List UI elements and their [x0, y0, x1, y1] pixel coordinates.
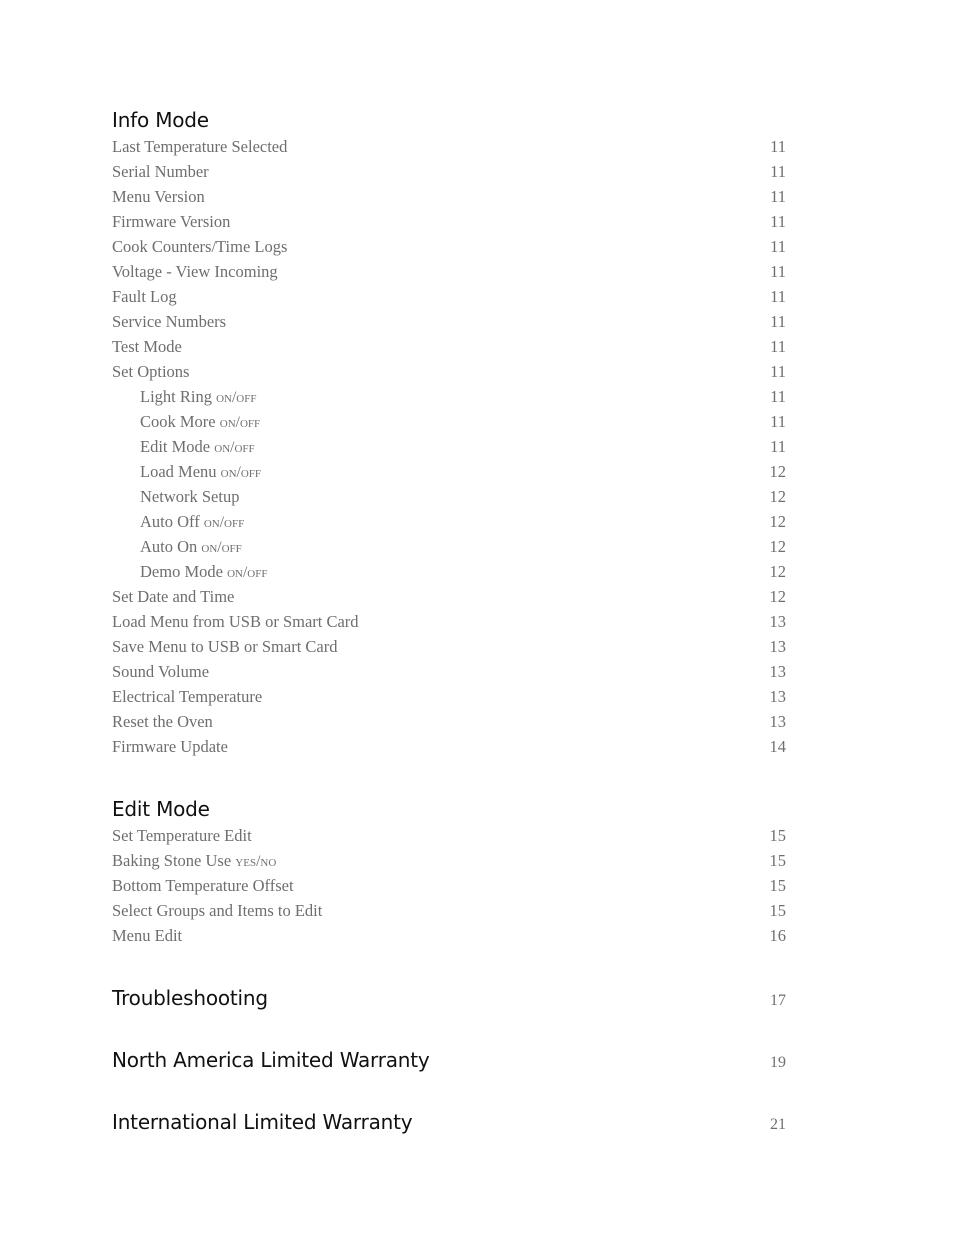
toc-entry-label	[112, 609, 359, 634]
toc-entry[interactable]	[112, 923, 786, 948]
toc-entry[interactable]	[112, 459, 786, 484]
toc-entry-page-number: 11	[770, 312, 786, 331]
toc-entry-page-number: 11	[770, 387, 786, 406]
toc-entry-text: Auto On	[140, 537, 202, 556]
toc-entry-label	[112, 848, 276, 874]
toc-entry-text: Select Groups and Items to Edit	[112, 901, 323, 920]
toc-entry-page-number: 11	[770, 362, 786, 381]
toc-entry-page-number: 12	[769, 462, 786, 481]
toc-entry-text: Baking Stone Use	[112, 851, 236, 870]
toc-entry-page-number: 13	[769, 687, 786, 706]
toc-section-heading[interactable]	[112, 1046, 786, 1074]
toc-entry-label	[112, 359, 189, 384]
section-title: Edit Mode	[112, 797, 210, 821]
toc-entry-label	[112, 284, 177, 309]
section-heading-row	[112, 106, 786, 134]
toc-entry-label	[112, 134, 287, 159]
section-title: Troubleshooting	[112, 986, 268, 1010]
toc-entry[interactable]	[112, 134, 786, 159]
toc-entry-text: Voltage - View Incoming	[112, 262, 278, 281]
toc-entry-option: on/off	[220, 464, 262, 481]
toc-entry-page-number: 12	[769, 537, 786, 556]
toc-section-heading[interactable]	[112, 1108, 786, 1136]
toc-entry-text: Sound Volume	[112, 662, 210, 681]
toc-entry-text: Firmware Update	[112, 737, 228, 756]
toc-entry-text: Menu Version	[112, 187, 205, 206]
section-title: International Limited Warranty	[112, 1110, 413, 1134]
toc-entry[interactable]	[112, 434, 786, 459]
toc-entry[interactable]	[112, 209, 786, 234]
toc-entry-text: Network Setup	[140, 487, 240, 506]
toc-entry-label	[112, 634, 337, 659]
toc-entry-page-number: 15	[769, 901, 786, 920]
toc-entry-text: Load Menu from USB or Smart Card	[112, 612, 359, 631]
toc-entry-text: Demo Mode	[140, 562, 228, 581]
toc-entry[interactable]	[112, 734, 786, 759]
section-heading-row	[112, 795, 786, 823]
toc-entry-text: Serial Number	[112, 162, 209, 181]
toc-entry-text: Cook Counters/Time Logs	[112, 237, 288, 256]
toc-entry[interactable]	[112, 659, 786, 684]
toc-entry[interactable]	[112, 823, 786, 848]
toc-entry-text: Cook More	[140, 412, 220, 431]
toc-entry-text: Auto Off	[140, 512, 204, 531]
toc-entry-page-number: 13	[769, 662, 786, 681]
toc-entry-label	[112, 684, 262, 709]
toc-section	[112, 795, 786, 948]
toc-entry-option: on/off	[214, 439, 255, 456]
toc-entry-label	[112, 459, 261, 485]
toc-entry[interactable]	[112, 873, 786, 898]
toc-entry-text: Menu Edit	[112, 926, 183, 945]
section-spacer	[112, 1074, 786, 1108]
toc-entry-page-number: 11	[770, 437, 786, 456]
toc-entry-label	[112, 584, 234, 609]
toc-entry-option: on/off	[201, 539, 242, 556]
section-spacer	[112, 1012, 786, 1046]
toc-entry-text: Load Menu	[140, 462, 221, 481]
toc-entry-page-number: 11	[770, 162, 786, 181]
toc-entry-label	[112, 509, 244, 535]
toc-entry-label	[112, 384, 256, 410]
toc-entry-option: on/off	[216, 389, 257, 406]
toc-entry-page-number: 11	[770, 137, 786, 156]
toc-entry-page-number: 11	[770, 337, 786, 356]
section-page-number: 21	[770, 1116, 786, 1133]
toc-entry-option: yes/no	[235, 853, 277, 870]
toc-entry-text: Set Date and Time	[112, 587, 235, 606]
toc-entry[interactable]	[112, 159, 786, 184]
toc-entry-page-number: 13	[769, 712, 786, 731]
toc-entry-label	[112, 334, 182, 359]
toc-entry-option: on/off	[227, 564, 268, 581]
toc-entry-text: Reset the Oven	[112, 712, 213, 731]
toc-entry-label	[112, 234, 287, 259]
toc-entry-page-number: 14	[769, 737, 786, 756]
toc-entry[interactable]	[112, 634, 786, 659]
toc-entry[interactable]	[112, 559, 786, 584]
section-page-number: 17	[770, 992, 786, 1009]
toc-entry[interactable]	[112, 609, 786, 634]
toc-entry[interactable]	[112, 898, 786, 923]
toc-entry-page-number: 13	[769, 637, 786, 656]
toc-entry-label	[112, 923, 182, 948]
toc-entry[interactable]	[112, 684, 786, 709]
section-page-number: 19	[770, 1054, 786, 1071]
toc-entry-label	[112, 534, 242, 560]
table-of-contents	[112, 106, 786, 1136]
toc-entry-label	[112, 559, 267, 585]
toc-entry-label	[112, 434, 255, 460]
toc-entry-label	[112, 659, 209, 684]
toc-entry[interactable]	[112, 184, 786, 209]
toc-entry-label	[112, 484, 239, 509]
toc-entry-page-number: 11	[770, 187, 786, 206]
toc-entry-page-number: 15	[769, 826, 786, 845]
section-spacer	[112, 948, 786, 984]
toc-entry-text: Set Temperature Edit	[112, 826, 252, 845]
toc-entry[interactable]	[112, 584, 786, 609]
toc-entry[interactable]	[112, 509, 786, 534]
toc-entry-option: on/off	[203, 514, 245, 531]
toc-entry[interactable]	[112, 384, 786, 409]
toc-entry-text: Last Temperature Selected	[112, 137, 288, 156]
toc-entry-page-number: 13	[769, 612, 786, 631]
section-title: Info Mode	[112, 108, 209, 132]
toc-entry-label	[112, 873, 294, 898]
toc-entry-page-number: 12	[769, 587, 786, 606]
toc-entry-page-number: 12	[769, 562, 786, 581]
toc-entry-label	[112, 159, 209, 184]
toc-entry-page-number: 11	[770, 237, 786, 256]
toc-entry-label	[112, 184, 205, 209]
toc-entry[interactable]	[112, 234, 786, 259]
toc-entry[interactable]	[112, 284, 786, 309]
section-spacer	[112, 759, 786, 795]
toc-entry-page-number: 12	[769, 487, 786, 506]
toc-entry[interactable]	[112, 709, 786, 734]
toc-entry-text: Light Ring	[140, 387, 217, 406]
toc-entry[interactable]	[112, 259, 786, 284]
toc-entry-label	[112, 823, 252, 848]
toc-entry-page-number: 15	[769, 876, 786, 895]
toc-entry[interactable]	[112, 848, 786, 873]
toc-entry-page-number: 11	[770, 412, 786, 431]
toc-section	[112, 106, 786, 759]
toc-section-heading[interactable]	[112, 984, 786, 1012]
toc-entry-label	[112, 709, 213, 734]
toc-entry[interactable]	[112, 309, 786, 334]
toc-entry-page-number: 15	[769, 851, 786, 870]
toc-entry-text: Bottom Temperature Offset	[112, 876, 294, 895]
toc-entry-label	[112, 259, 278, 284]
toc-entry[interactable]	[112, 359, 786, 384]
toc-entry-page-number: 16	[769, 926, 786, 945]
toc-entry[interactable]	[112, 534, 786, 559]
toc-entry-page-number: 11	[770, 287, 786, 306]
section-title: North America Limited Warranty	[112, 1048, 430, 1072]
toc-entry-page-number: 11	[770, 212, 786, 231]
toc-entry-text: Edit Mode	[140, 437, 215, 456]
toc-entry-label	[112, 898, 322, 923]
toc-entry-text: Test Mode	[112, 337, 182, 356]
toc-entry-text: Save Menu to USB or Smart Card	[112, 637, 338, 656]
toc-entry-text: Firmware Version	[112, 212, 231, 231]
toc-entry-label	[112, 209, 230, 234]
toc-entry-text: Set Options	[112, 362, 190, 381]
toc-entry-text: Electrical Temperature	[112, 687, 263, 706]
toc-entry-text: Fault Log	[112, 287, 177, 306]
toc-entry-label	[112, 309, 226, 334]
toc-entry-page-number: 11	[770, 262, 786, 281]
toc-entry-page-number: 12	[769, 512, 786, 531]
toc-entry-text: Service Numbers	[112, 312, 227, 331]
toc-entry-label	[112, 734, 228, 759]
toc-entry[interactable]	[112, 484, 786, 509]
toc-entry-label	[112, 409, 260, 435]
toc-entry-option: on/off	[219, 414, 261, 431]
toc-entry[interactable]	[112, 334, 786, 359]
toc-entry[interactable]	[112, 409, 786, 434]
